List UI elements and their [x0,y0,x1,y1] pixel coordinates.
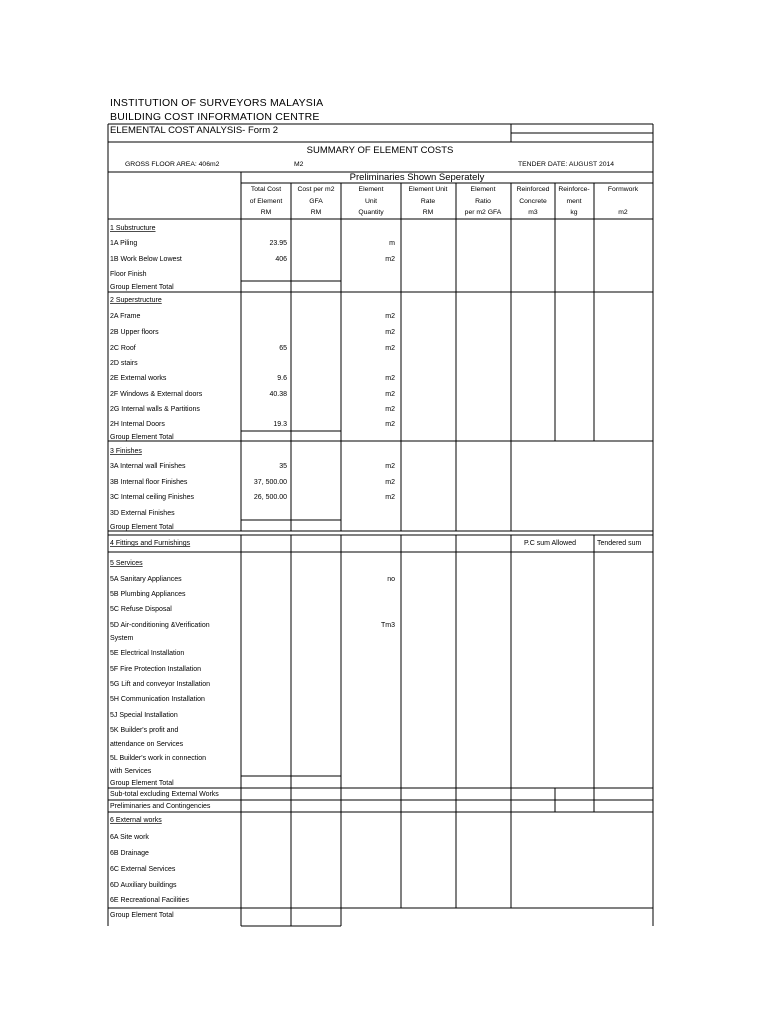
tender-date: TENDER DATE: AUGUST 2014 [518,161,615,168]
column-header: Reinforced [516,186,550,193]
row-label: 2A Frame [110,313,141,320]
row-label: 3B Internal floor Finishes [110,479,188,486]
column-header: Quantity [358,209,384,216]
column-header: RM [422,209,434,216]
summary-title: SUMMARY OF ELEMENT COSTS [306,145,454,156]
row-label: 5F Fire Protection Installation [110,666,202,673]
column-header: Element [470,186,496,193]
row-label: 3A Internal wall Finishes [110,463,186,470]
gross-floor-area: GROSS FLOOR AREA: 406m2 [125,161,220,168]
column-header: ment [566,198,582,205]
row-label: 3D External Finishes [110,510,175,517]
total-cost-value: 406 [275,256,287,263]
row-label: 5E Electrical Installation [110,650,185,657]
row-label: 5 Services [110,560,143,567]
column-header: Unit [364,198,378,205]
row-label: 6D Auxiliary buildings [110,882,177,889]
column-header: Element Unit [408,186,448,193]
total-cost-value: 26, 500.00 [253,494,287,501]
row-label: 5J Special Installation [110,712,178,719]
unit-value: m2 [385,421,395,428]
column-header: Concrete [519,198,547,205]
row-label: Group Element Total [110,284,174,291]
unit-value: m2 [385,329,395,336]
total-cost-value: 23.95 [269,240,287,247]
row-label: 6B Drainage [110,850,149,857]
row-label: System [110,635,134,642]
row-label: 2H Internal Doors [110,421,165,428]
column-header: Rate [420,198,436,205]
centre-title: BUILDING COST INFORMATION CENTRE [110,111,320,123]
row-label: 3C Internal ceiling Finishes [110,494,195,501]
column-header: m3 [528,209,538,216]
row-label: 6 External works [110,817,162,824]
row-label: 2E External works [110,375,167,382]
row-label: 5B Plumbing Appliances [110,591,186,598]
total-cost-value: 40.38 [269,391,287,398]
row-label: 3 Finishes [110,448,142,455]
unit-value: m2 [385,406,395,413]
gfa-unit: M2 [294,161,304,168]
column-header: RM [260,209,272,216]
tendered-sum-label: Tendered sum [597,540,642,547]
row-label: 4 Fittings and Furnishings [110,540,191,547]
unit-value: m2 [385,479,395,486]
column-header: kg [570,209,578,216]
column-header: Reinforce- [558,186,590,193]
row-label: Group Element Total [110,780,174,787]
row-label: Preliminaries and Contingencies [110,803,211,810]
unit-value: m2 [385,256,395,263]
column-header: Element [358,186,384,193]
unit-value: Tm3 [381,622,395,629]
row-label: 5K Builder's profit and [110,727,179,734]
row-label: 6C External Services [110,866,176,873]
row-label: with Services [110,768,152,775]
row-label: 1B Work Below Lowest [110,256,182,263]
row-label: Sub-total excluding External Works [110,791,219,798]
row-label: 5G Lift and conveyor Installation [110,681,211,688]
column-header: Total Cost [250,186,282,193]
row-label: Group Element Total [110,524,174,531]
preliminaries-note: Preliminaries Shown Seperately [349,172,485,183]
total-cost-value: 65 [279,345,287,352]
row-label: 2F Windows & External doors [110,391,203,398]
unit-value: m2 [385,375,395,382]
column-header: Cost per m2 [297,186,335,193]
column-header: RM [310,209,322,216]
row-label: 6E Recreational Facilities [110,897,189,904]
unit-value: no [387,576,395,583]
row-label: 5A Sanitary Appliances [110,576,182,583]
unit-value: m2 [385,391,395,398]
total-cost-value: 19.3 [273,421,287,428]
total-cost-value: 37, 500.00 [253,479,287,486]
row-label: 5L Builder's work in connection [110,755,207,762]
unit-value: m2 [385,463,395,470]
unit-value: m2 [385,494,395,501]
org-title: INSTITUTION OF SURVEYORS MALAYSIA [110,97,324,109]
row-label: 2C Roof [110,345,136,352]
total-cost-value: 35 [279,463,287,470]
column-header: Formwork [607,186,639,193]
column-header: GFA [309,198,323,205]
row-label: 6A Site work [110,834,149,841]
column-header: Ratio [475,198,491,205]
row-label: 2 Superstructure [110,297,162,304]
row-label: 1A Piling [110,240,138,247]
row-label: 5H Communication Installation [110,696,205,703]
row-label: Group Element Total [110,434,174,441]
row-label: 5C Refuse Disposal [110,606,172,613]
row-label: Group Element Total [110,912,174,919]
column-header: per m2 GFA [464,209,502,216]
total-cost-value: 9.6 [277,375,287,382]
row-label: 5D Air-conditioning &Verification [110,622,210,629]
column-header: of Element [249,198,283,205]
form-title: ELEMENTAL COST ANALYSIS- Form 2 [110,125,279,136]
unit-value: m [389,240,395,247]
column-header: m2 [618,209,628,216]
pc-sum-label: P.C sum Allowed [524,540,577,547]
row-label: 2D stairs [110,360,138,367]
row-label: Floor Finish [110,271,147,278]
row-label: attendance on Services [110,741,184,748]
row-label: 1 Substructure [110,225,156,232]
row-label: 2B Upper floors [110,329,159,336]
row-label: 2G Internal walls & Partitions [110,406,200,413]
unit-value: m2 [385,345,395,352]
unit-value: m2 [385,313,395,320]
